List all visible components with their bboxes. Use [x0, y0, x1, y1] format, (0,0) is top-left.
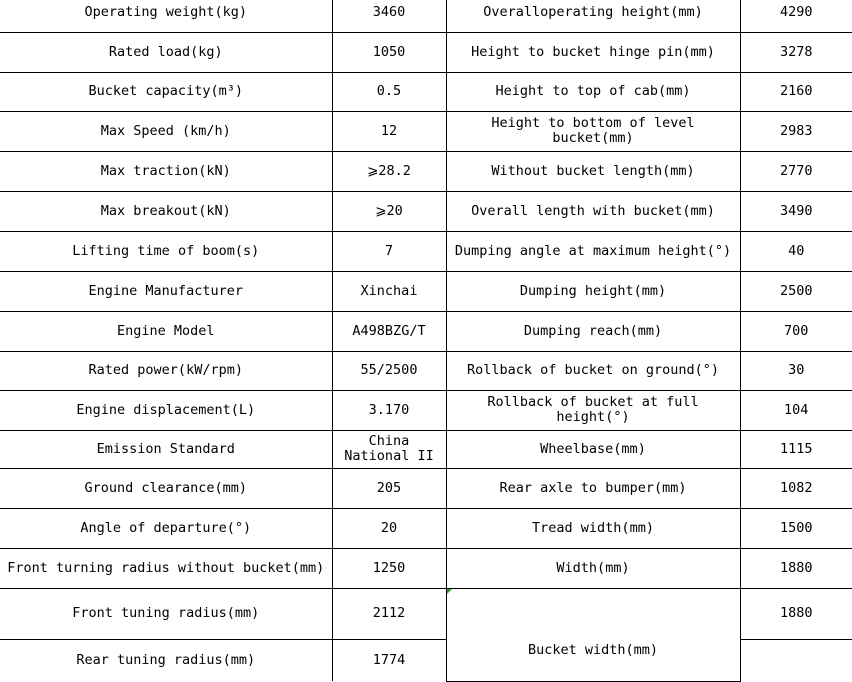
table-row — [0, 191, 852, 231]
spec-value: China National II — [332, 430, 446, 468]
spec-value: 1774 — [332, 639, 446, 681]
table-row — [0, 231, 852, 271]
spec-label: Rear tuning radius(mm) — [0, 639, 332, 681]
spec-label: Max traction(kN) — [0, 151, 332, 191]
spec-label: Without bucket length(mm) — [446, 151, 740, 191]
spec-label: Front tuning radius(mm) — [0, 588, 332, 639]
spec-label: Emission Standard — [0, 430, 332, 468]
spec-value: 12 — [332, 111, 446, 151]
spec-label: Engine Model — [0, 311, 332, 351]
spec-value: 40 — [740, 231, 852, 271]
table-row — [0, 311, 852, 351]
spec-value: 4290 — [740, 0, 852, 32]
table-row — [0, 111, 852, 151]
spec-value: 2160 — [740, 72, 852, 111]
table-row — [0, 351, 852, 390]
spec-label: Rated load(kg) — [0, 32, 332, 72]
table-row — [0, 271, 852, 311]
table-row — [0, 390, 852, 430]
spec-label: Dumping angle at maximum height(°) — [446, 231, 740, 271]
spec-label: Overall length with bucket(mm) — [446, 191, 740, 231]
table-row — [0, 430, 852, 468]
spec-value: 700 — [740, 311, 852, 351]
spec-label: Height to bucket hinge pin(mm) — [446, 32, 740, 72]
spec-value: 1250 — [332, 548, 446, 588]
cell-corner-marker — [447, 589, 452, 594]
spec-label: Engine Manufacturer — [0, 271, 332, 311]
spec-label: Front turning radius without bucket(mm) — [0, 548, 332, 588]
spec-value: 205 — [332, 468, 446, 508]
spec-value: 2983 — [740, 111, 852, 151]
spec-label: Rated power(kW/rpm) — [0, 351, 332, 390]
spec-value: 3278 — [740, 32, 852, 72]
empty-cell — [740, 639, 852, 681]
spec-value: 1880 — [740, 588, 852, 639]
spec-label: Rollback of bucket on ground(°) — [446, 351, 740, 390]
spec-value: 55/2500 — [332, 351, 446, 390]
spec-label: Lifting time of boom(s) — [0, 231, 332, 271]
table-row — [0, 508, 852, 548]
spec-label: Wheelbase(mm) — [446, 430, 740, 468]
spec-value: 0.5 — [332, 72, 446, 111]
spec-value: ⩾28.2 — [332, 151, 446, 191]
spec-value: 3460 — [332, 0, 446, 32]
spec-label: Ground clearance(mm) — [0, 468, 332, 508]
spec-value: Xinchai — [332, 271, 446, 311]
spec-value: A498BZG/T — [332, 311, 446, 351]
spec-label: Max breakout(kN) — [0, 191, 332, 231]
spec-label: Tread width(mm) — [446, 508, 740, 548]
spec-value: 2500 — [740, 271, 852, 311]
spec-value: ⩾20 — [332, 191, 446, 231]
spec-value: 20 — [332, 508, 446, 548]
spec-label: Rollback of bucket at full height(°) — [446, 390, 740, 430]
spec-value: 1082 — [740, 468, 852, 508]
spec-label: Width(mm) — [446, 548, 740, 588]
spec-label: Dumping reach(mm) — [446, 311, 740, 351]
spec-value: 2112 — [332, 588, 446, 639]
spec-value: 1115 — [740, 430, 852, 468]
spec-label: Engine displacement(L) — [0, 390, 332, 430]
bucket-width-label-cell — [446, 588, 740, 681]
spec-label: Overalloperating height(mm) — [446, 0, 740, 32]
spec-value: 2770 — [740, 151, 852, 191]
spec-label: Dumping height(mm) — [446, 271, 740, 311]
spec-value: 1500 — [740, 508, 852, 548]
spec-value: 104 — [740, 390, 852, 430]
table-row — [0, 588, 852, 639]
spec-value: 7 — [332, 231, 446, 271]
table-row — [0, 0, 852, 32]
spec-value: 3.170 — [332, 390, 446, 430]
table-row — [0, 151, 852, 191]
spec-value: 3490 — [740, 191, 852, 231]
spec-value: 1880 — [740, 548, 852, 588]
spec-value: 1050 — [332, 32, 446, 72]
spec-label: Rear axle to bumper(mm) — [446, 468, 740, 508]
spec-label: Height to top of cab(mm) — [446, 72, 740, 111]
spec-label: Angle of departure(°) — [0, 508, 332, 548]
spec-label: Bucket capacity(m³) — [0, 72, 332, 111]
table-row — [0, 32, 852, 72]
table-row — [0, 548, 852, 588]
table-row — [0, 468, 852, 508]
spec-label: Max Speed (km/h) — [0, 111, 332, 151]
table-row — [0, 72, 852, 111]
spec-label: Operating weight(kg) — [0, 0, 332, 32]
spec-label: Height to bottom of level bucket(mm) — [446, 111, 740, 151]
spec-value: 30 — [740, 351, 852, 390]
spec-label: Bucket width(mm) — [527, 641, 659, 658]
